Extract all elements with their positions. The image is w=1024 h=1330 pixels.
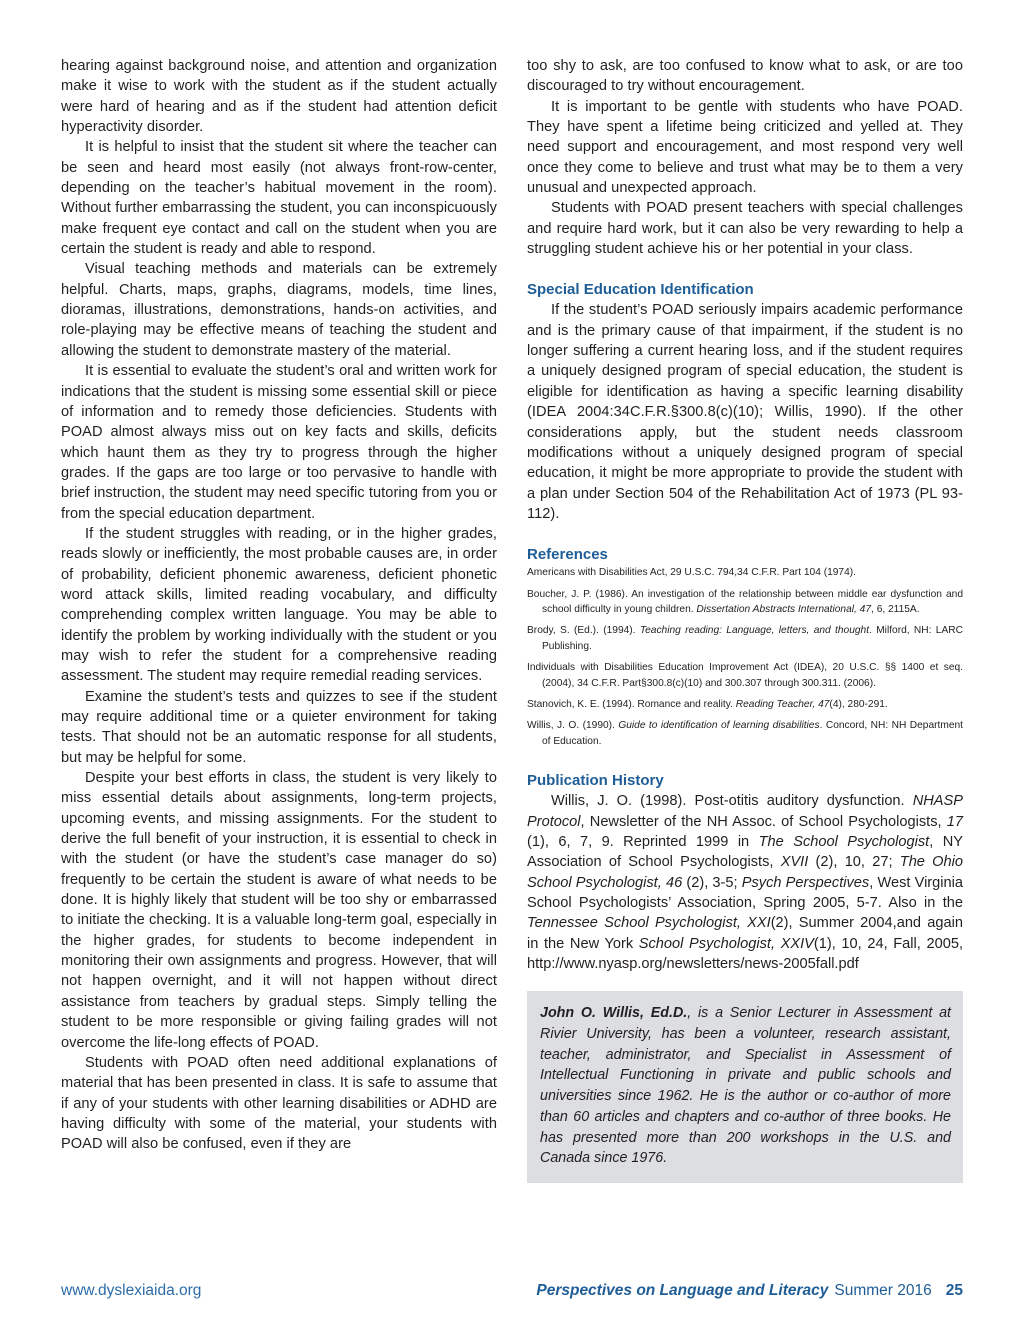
body-paragraph: Visual teaching methods and materials can be extremely helpful. Charts, maps, graphs, diagrams, models, time lines, dioramas, illustrations, demonstrations, hands-on activities, and role-playing may be effective means of teaching the student and allowing the student to demonstrate mastery of the material. <box>61 261 497 359</box>
reference-item: Stanovich, K. E. (1994). Romance and reality. Reading Teacher, 47(4), 280-291. <box>527 699 888 711</box>
body-paragraph: too shy to ask, are too confused to know what to ask, or are too discouraged to try without encouragement. <box>527 58 963 95</box>
publication-heading: Publication History <box>527 772 664 790</box>
body-paragraph: If the student struggles with reading, or in the higher grades, reads slowly or inefficiently, the most probable causes are, in order of probability, deficient phonemic awareness, deficient phonetic word attack skills, limited reading vocabulary, and difficulty comprehending complex written language. You may be able to identify the problem by working individually with the student or you may wish to refer the student for a comprehensive reading assessment. The student may require remedial reading services. <box>61 525 497 685</box>
author-name: John O. Willis, Ed.D. <box>540 1005 688 1022</box>
reference-item: Brody, S. (Ed.). (1994). Teaching reading: Language, letters, and thought. Milford, NH: LARC Publishing. <box>527 625 963 652</box>
reference-item: Willis, J. O. (1990). Guide to identification of learning disabilities. Concord, NH: NH Department of Education. <box>527 720 963 747</box>
page-number: 25 <box>945 1282 963 1299</box>
author-bio-text: , is a Senior Lecturer in Assessment at Rivier University, has been a volunteer, research assistant, teacher, administrator, and Specialist in Assessment of Intellectual Functioning in private and public schools and universities since 1962. He is the author or co-author of more than 60 articles and chapters and co-author of three books. He has presented more than 200 workshops in the U.S. and Canada since 1976. <box>540 1005 951 1167</box>
body-paragraph: It is important to be gentle with students who have POAD. They have spent a lifetime being criticized and yelled at. They need support and encouragement, and most respond very well once they come to believe and trust what may be to them a very unusual and unexpected approach. <box>527 98 963 197</box>
body-paragraph: Despite your best efforts in class, the student is very likely to miss essential details about assignments, long-term projects, upcoming events, and missing assignments. For the student to derive the full benefit of your instruction, it is essential to check in with the student (or have the student’s case manager do so) frequently to be certain the student is aware of what needs to be done. It is highly likely that student will be too shy or embarrassed to initiate the checking. It is a valuable long-term goal, especially in the higher grades, for students to become independent in monitoring their own assignments and progress. However, that will not happen overnight, and it will not happen without direct assistance from teachers by gradual steps. Simply telling the student to be more responsible or giving failing grades will not overcome the life-long effects of POAD. <box>61 770 497 1051</box>
references-heading: References <box>527 546 608 564</box>
special-ed-paragraph: If the student’s POAD seriously impairs academic performance and is the primary cause of that impairment, if the student is no longer suffering a current hearing loss, and if the student requires a uniquely designed program of special education, the student is eligible for identification as having a specific learning disability (IDEA 2004:34C.F.R.§300.8(c)(10); Willis, 1990). If the other considerations apply, but the student needs classroom modifications without a uniquely designed program of special education, it might be more appropriate to provide the student with a plan under Section 504 of the Rehabilitation Act of 1973 (PL 93-112). <box>527 302 963 522</box>
publication-history <box>527 791 963 974</box>
special-ed-heading: Special Education Identification <box>527 281 754 299</box>
body-paragraph: It is helpful to insist that the student sit where the teacher can be seen and heard most easily (not always front-row-center, depending on the teacher’s habitual movement in the room). Without further embarrassing the student, you can inconspicuously make frequent eye contact and call on the student when you are certain the student is ready and able to respond. <box>61 139 497 258</box>
author-bio-box <box>527 991 963 1183</box>
body-paragraph: Examine the student’s tests and quizzes to see if the student may require additional time or a quieter environment for taking tests. That should not be an automatic response for all students, but may be helpful for some. <box>61 688 497 766</box>
footer-publication-title: Perspectives on Language and Literacy <box>536 1282 829 1299</box>
footer-season: Summer 2016 <box>834 1282 932 1299</box>
reference-item: Boucher, J. P. (1986). An investigation of the relationship between middle ear dysfunction and school difficulty in young children. Dissertation Abstracts International, 47, 6, 2115A. <box>527 588 963 616</box>
publication-paragraph: Willis, J. O. (1998). Post-otitis auditory dysfunction. NHASP Protocol, Newsletter of the NH Assoc. of School Psychologists, 17 (1), 6, 7, 9. Reprinted 1999 in The School Psychologist, NY Association of School Psychologists, XVII (2), 10, 27; The Ohio School Psychologist, 46 (2), 3-5; Psych Perspectives, West Virginia School Psychologists’ Association, Spring 2005, 5-7. Also in the Tennessee School Psychologist, XXI(2), Summer 2004,and again in the New York School Psychologist, XXIV(1), 10, 24, Fall, 2005, http://www.nyasp.org/newsletters/news-2005fall.pdf <box>527 793 964 973</box>
reference-item: Individuals with Disabilities Education Improvement Act (IDEA), 20 U.S.C. §§ 1400 et seq. (2004), 34 C.F.R. Part§300.8(c)(10) and 300.307 through 300.311. (2006). <box>527 662 963 689</box>
body-paragraph: Students with POAD present teachers with special challenges and require hard work, but it can also be very rewarding to help a struggling student achieve his or her potential in your class. <box>527 200 963 258</box>
body-paragraph: Students with POAD often need additional explanations of material that has been presented in class. It is safe to assume that if any of your students with other learning disabilities or ADHD are having difficulty with some of the material, your students with POAD will also be confused, even if they are <box>61 1054 497 1153</box>
reference-item: Americans with Disabilities Act, 29 U.S.C. 794,34 C.F.R. Part 104 (1974). <box>527 567 856 579</box>
continued-text <box>527 56 963 259</box>
references-list <box>527 565 963 749</box>
footer-publication-info <box>536 1282 963 1300</box>
body-paragraph: hearing against background noise, and attention and organization make it wise to work with the student as if the student actually were hard of hearing and as if the student had attention deficit hyperactivity disorder. <box>61 58 497 136</box>
right-column <box>527 56 963 1183</box>
footer-website[interactable]: www.dyslexiaida.org <box>61 1282 202 1299</box>
body-paragraph: It is essential to evaluate the student’s oral and written work for indications that the student is missing some essential skill or piece of information and to remedy those deficiencies. Students with POAD almost always miss out on key facts and skills, deficits which haunt them as they try to progress through the higher grades. If the gaps are too large or too pervasive to handle with brief instruction, the student may need specific tutoring from you or from the special education department. <box>61 363 497 522</box>
left-column <box>61 56 497 1155</box>
